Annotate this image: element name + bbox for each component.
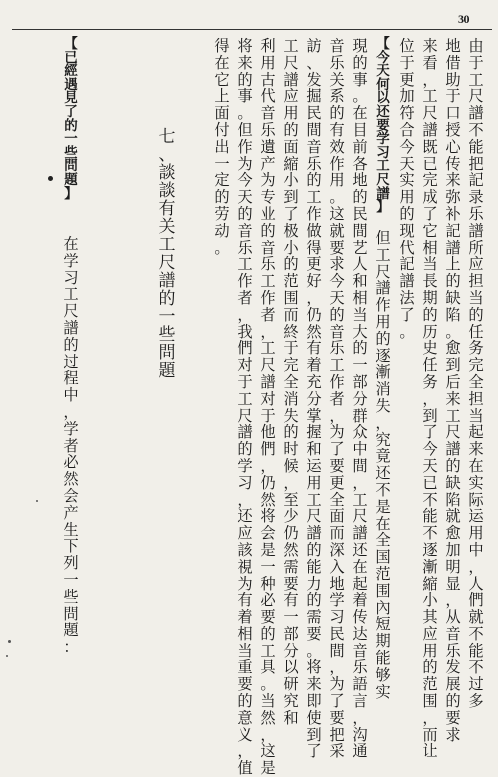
text-column-4: 位于更加符合今天实用的现代記譜法了。 [399,37,415,341]
text-column-5: 但工尺譜作用的逐漸消失，究竟还不是在全国范围內短期能够实 [375,229,391,701]
text-column-6: 現的事。在目前各地的民間艺人和相当大的一部分群众中間，工尺譜还在起着传达音乐語言，沟通 [352,37,368,761]
text-column-12: 得在它上面付出一定的劳动。 [214,37,230,257]
text-column-9: 工尺譜应用的面縮小到了极小的范围而終于完全消失的时候，至少仍然需要有一部分以研究和 [283,37,299,727]
text-column-1: 由于工尺譜不能把記录乐譜所应担当的任务完全担当起来在实际运用中，人們就不能不过多 [468,37,484,711]
text-column-11: 将来的事。但作为今天的音乐工作者，我們对于工尺譜的学习，还应該視为有着相当重要的意义，值 [237,37,253,777]
page-number: 30 [458,12,469,26]
top-rule [12,29,492,30]
scan-dot [48,176,53,181]
section-heading-problems: 【已經遇見了的一些問題】 [64,36,78,202]
scan-speck [36,500,38,502]
text-column-2: 地借助于口授心传来弥补記譜上的缺陷。愈到后来工尺譜的缺陷就愈加明显，从音乐发展的要求 [445,37,461,744]
text-column-7: 音乐关系的有效作用。这就要求今天的音乐工作者，为了要更全面而深入地学习民間，为了要把采 [329,37,345,761]
scan-speck [8,640,11,643]
scan-speck [6,655,8,657]
text-column-14: 在学习工尺譜的过程中，学者必然会产生下列一些問題： [63,235,79,657]
chapter-heading: 七、談談有关工尺譜的一些問題 [158,127,176,381]
section-heading-why-learn: 【今天何以还要学习工尺譜】 [376,36,390,216]
text-column-3: 来看，工尺譜既已完成了它相当長期的历史任务，到了今天已不能不逐漸縮小其应用的范围，而让 [422,37,438,761]
text-column-10: 利用古代音乐遺产为专业的音乐工作者，工尺譜对于他們，仍然将会是一种必要的工具。当然，这是 [260,37,276,777]
text-column-8: 訪、发掘民間音乐的工作做得更好，仍然有着充分掌握和运用工尺譜的能力的需要。将来即使到了 [306,37,322,761]
